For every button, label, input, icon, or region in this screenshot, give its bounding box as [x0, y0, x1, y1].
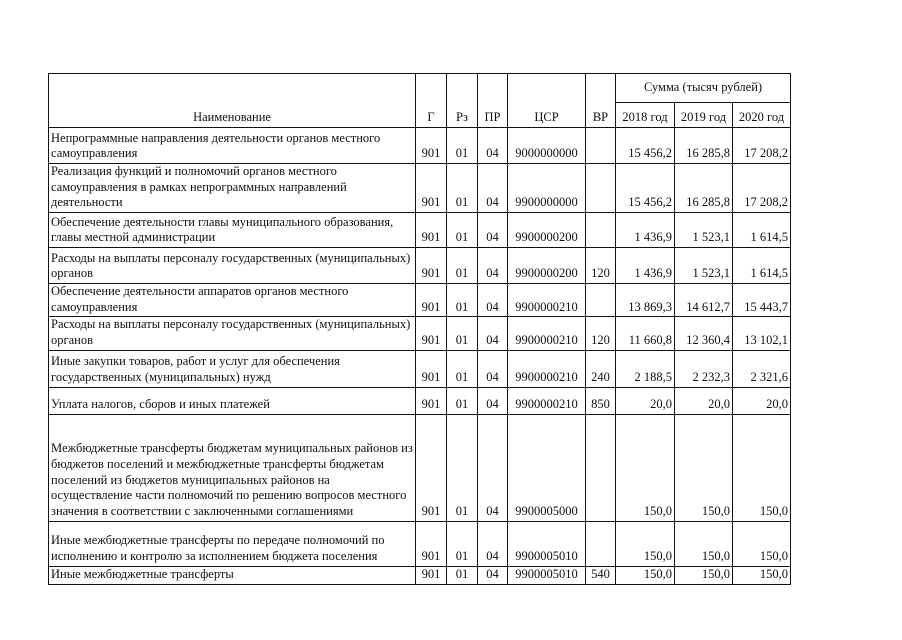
- row-pr: 04: [478, 350, 508, 387]
- row-name: Иные закупки товаров, работ и услуг для обеспечения государственных (муниципальных) нужд: [49, 350, 416, 387]
- row-vr: 120: [586, 317, 616, 350]
- row-value-2019: 20,0: [675, 387, 733, 414]
- header-csr: ЦСР: [508, 74, 586, 128]
- row-vr: [586, 284, 616, 317]
- row-g: 901: [416, 128, 447, 164]
- row-csr: 9900000210: [508, 284, 586, 317]
- table-row: [49, 521, 791, 566]
- row-csr: 9900000210: [508, 387, 586, 414]
- table-row: [49, 284, 791, 317]
- row-vr: 240: [586, 350, 616, 387]
- row-csr: 9900005010: [508, 566, 586, 584]
- row-pr: 04: [478, 213, 508, 248]
- row-rz: 01: [447, 387, 478, 414]
- row-value-2019: 150,0: [675, 521, 733, 566]
- row-value-2019: 150,0: [675, 566, 733, 584]
- row-name: Обеспечение деятельности главы муниципального образования, главы местной администрации: [49, 213, 416, 248]
- header-year-2019: 2019 год: [675, 103, 733, 128]
- row-vr: [586, 213, 616, 248]
- row-rz: 01: [447, 164, 478, 213]
- row-value-2020: 20,0: [733, 387, 791, 414]
- row-name: Обеспечение деятельности аппаратов органов местного самоуправления: [49, 284, 416, 317]
- row-value-2020: 150,0: [733, 566, 791, 584]
- table-row: [49, 213, 791, 248]
- row-rz: 01: [447, 213, 478, 248]
- row-rz: 01: [447, 317, 478, 350]
- row-rz: 01: [447, 414, 478, 521]
- row-csr: 9900000210: [508, 350, 586, 387]
- row-csr: 9900005000: [508, 414, 586, 521]
- table-row: [49, 317, 791, 350]
- row-pr: 04: [478, 248, 508, 284]
- row-value-2019: 150,0: [675, 414, 733, 521]
- row-value-2018: 2 188,5: [616, 350, 675, 387]
- row-vr: 850: [586, 387, 616, 414]
- row-rz: 01: [447, 350, 478, 387]
- row-g: 901: [416, 213, 447, 248]
- row-pr: 04: [478, 128, 508, 164]
- row-value-2018: 11 660,8: [616, 317, 675, 350]
- row-pr: 04: [478, 164, 508, 213]
- row-g: 901: [416, 387, 447, 414]
- header-rz: Рз: [447, 74, 478, 128]
- row-g: 901: [416, 317, 447, 350]
- row-value-2020: 13 102,1: [733, 317, 791, 350]
- row-g: 901: [416, 414, 447, 521]
- row-value-2020: 150,0: [733, 414, 791, 521]
- row-csr: 9900005010: [508, 521, 586, 566]
- table-row: [49, 350, 791, 387]
- row-value-2019: 14 612,7: [675, 284, 733, 317]
- row-name: Иные межбюджетные трансферты: [49, 566, 416, 584]
- row-name: Расходы на выплаты персоналу государственных (муниципальных) органов: [49, 317, 416, 350]
- row-rz: 01: [447, 248, 478, 284]
- row-name: Реализация функций и полномочий органов местного самоуправления в рамках непрограммных направлений деятельности: [49, 164, 416, 213]
- row-value-2020: 15 443,7: [733, 284, 791, 317]
- row-g: 901: [416, 284, 447, 317]
- row-value-2019: 1 523,1: [675, 213, 733, 248]
- row-value-2018: 150,0: [616, 566, 675, 584]
- row-value-2018: 15 456,2: [616, 128, 675, 164]
- row-csr: 9900000200: [508, 213, 586, 248]
- row-value-2018: 15 456,2: [616, 164, 675, 213]
- row-pr: 04: [478, 317, 508, 350]
- row-rz: 01: [447, 128, 478, 164]
- row-value-2020: 2 321,6: [733, 350, 791, 387]
- row-value-2019: 1 523,1: [675, 248, 733, 284]
- row-name: Межбюджетные трансферты бюджетам муниципальных районов из бюджетов поселений и межбюджетные трансферты бюджетам поселений из бюджетов муниципальных районов на осуществление части полномочий по решению вопросов местного значения в соответствии с заключенными соглашениями: [49, 414, 416, 521]
- row-value-2018: 13 869,3: [616, 284, 675, 317]
- row-name: Иные межбюджетные трансферты по передаче полномочий по исполнению и контролю за исполнением бюджета поселения: [49, 521, 416, 566]
- row-value-2019: 12 360,4: [675, 317, 733, 350]
- header-pr: ПР: [478, 74, 508, 128]
- row-vr: 120: [586, 248, 616, 284]
- row-vr: [586, 414, 616, 521]
- row-csr: 9900000200: [508, 248, 586, 284]
- row-rz: 01: [447, 521, 478, 566]
- row-pr: 04: [478, 566, 508, 584]
- header-sum-group: Сумма (тысяч рублей): [616, 74, 791, 103]
- row-g: 901: [416, 248, 447, 284]
- table-row: [49, 566, 791, 584]
- row-pr: 04: [478, 284, 508, 317]
- header-name: Наименование: [49, 74, 416, 128]
- row-vr: [586, 164, 616, 213]
- row-value-2020: 150,0: [733, 521, 791, 566]
- row-name: Уплата налогов, сборов и иных платежей: [49, 387, 416, 414]
- table-row: [49, 248, 791, 284]
- table-row: [49, 387, 791, 414]
- row-csr: 9900000210: [508, 317, 586, 350]
- row-pr: 04: [478, 414, 508, 521]
- row-name: Непрограммные направления деятельности органов местного самоуправления: [49, 128, 416, 164]
- row-g: 901: [416, 521, 447, 566]
- row-pr: 04: [478, 521, 508, 566]
- row-name: Расходы на выплаты персоналу государственных (муниципальных) органов: [49, 248, 416, 284]
- row-pr: 04: [478, 387, 508, 414]
- header-g: Г: [416, 74, 447, 128]
- row-value-2019: 2 232,3: [675, 350, 733, 387]
- row-g: 901: [416, 164, 447, 213]
- budget-table: [48, 73, 791, 585]
- row-value-2020: 17 208,2: [733, 164, 791, 213]
- row-value-2018: 150,0: [616, 521, 675, 566]
- row-value-2019: 16 285,8: [675, 128, 733, 164]
- table-row: [49, 164, 791, 213]
- row-value-2018: 20,0: [616, 387, 675, 414]
- row-rz: 01: [447, 284, 478, 317]
- row-csr: 9900000000: [508, 164, 586, 213]
- row-g: 901: [416, 566, 447, 584]
- row-value-2018: 150,0: [616, 414, 675, 521]
- row-value-2020: 1 614,5: [733, 248, 791, 284]
- header-vr: ВР: [586, 74, 616, 128]
- row-g: 901: [416, 350, 447, 387]
- table-row: [49, 128, 791, 164]
- row-vr: [586, 521, 616, 566]
- table-row: [49, 414, 791, 521]
- row-csr: 9000000000: [508, 128, 586, 164]
- row-value-2020: 1 614,5: [733, 213, 791, 248]
- row-value-2019: 16 285,8: [675, 164, 733, 213]
- header-year-2020: 2020 год: [733, 103, 791, 128]
- row-rz: 01: [447, 566, 478, 584]
- row-vr: 540: [586, 566, 616, 584]
- row-value-2020: 17 208,2: [733, 128, 791, 164]
- header-year-2018: 2018 год: [616, 103, 675, 128]
- row-value-2018: 1 436,9: [616, 213, 675, 248]
- row-value-2018: 1 436,9: [616, 248, 675, 284]
- row-vr: [586, 128, 616, 164]
